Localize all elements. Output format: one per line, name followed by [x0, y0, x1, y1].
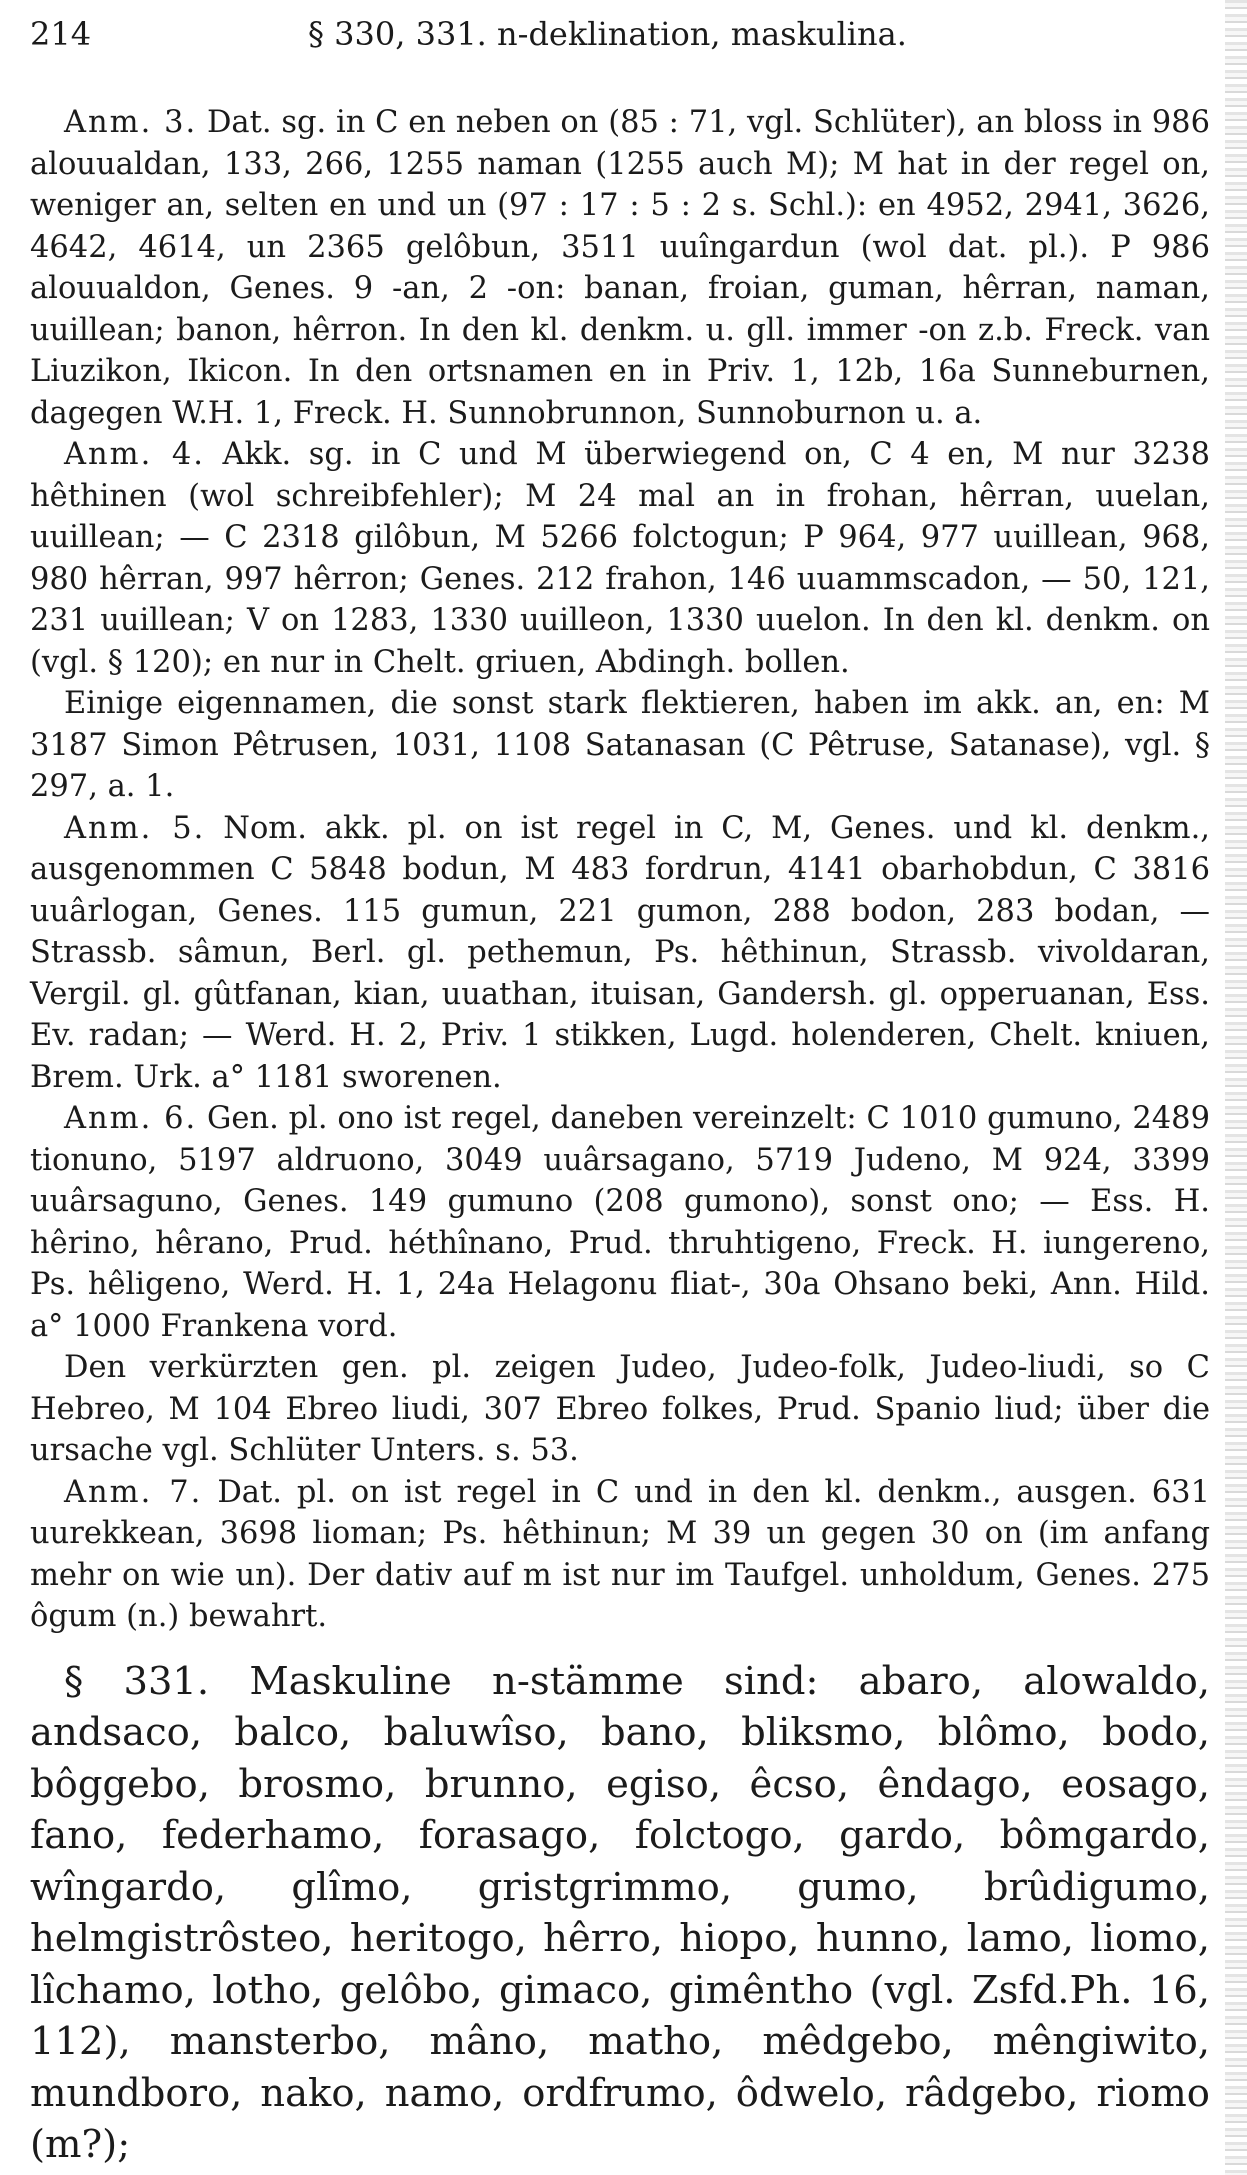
notes-body [30, 102, 1210, 1638]
section-title: § 330, 331. n-deklination, maskulina. [308, 15, 907, 53]
note-label: Anm. 4. [64, 437, 205, 472]
note-anm-6 [30, 1098, 1210, 1347]
note-anm-5 [30, 808, 1210, 1099]
page-number: 214 [30, 15, 92, 53]
note-anm-4-continued [30, 683, 1210, 808]
note-text: Dat. pl. on ist regel in C und in den kl. denkm., ausgen. 631 uurekkean, 3698 lioman; Ps. hêthinun; M 39 un gegen 30 on (im anfang mehr on wie un). Der dativ auf m ist nur im Taufgel. unholdum, Genes. 275 ôgum (n.) bewahrt. [30, 1474, 1210, 1634]
note-text: Den verkürzten gen. pl. zeigen Judeo, Judeo-folk, Judeo-liudi, so C Hebreo, M 104 Ebreo liudi, 307 Ebreo folkes, Prud. Spanio liud; über die ursache vgl. Schlüter Unters. s. 53. [30, 1350, 1210, 1468]
section-331 [30, 1656, 1210, 2171]
running-header [30, 10, 1210, 58]
note-text: Einige eigennamen, die sonst stark flektieren, haben im akk. an, en: M 3187 Simon Pêtrusen, 1031, 1108 Satanasan (C Pêtruse, Satanase), vgl. § 297, a. 1. [30, 686, 1210, 804]
section-331-text: § 331. Maskuline n-stämme sind: abaro, alowaldo, andsaco, balco, baluwîso, bano, bliksmo, blômo, bodo, bôggebo, brosmo, brunno, egiso, êcso, êndago, eosago, fano, federhamo, forasago, folctogo, gardo, bômgardo, wîngardo, glîmo, gristgrimmo, gumo, brûdigumo, helmgistrôsteo, heritogo, hêrro, hiopo, hunno, lamo, liomo, lîchamo, lotho, gelôbo, gimaco, gimêntho (vgl. Zsfd.Ph. 16, 112), mansterbo, mâno, matho, mêdgebo, mêngiwito, mundboro, nako, namo, ordfrumo, ôdwelo, râdgebo, riomo (m?); [30, 1658, 1210, 2167]
note-anm-6-continued [30, 1347, 1210, 1472]
note-text: Dat. sg. in C en neben on (85 : 71, vgl. Schlüter), an bloss in 986 alouualdan, 133, 266, 1255 naman (1255 auch M); M hat in der regel on, weniger an, selten en und un (97 : 17 : 5 : 2 s. Schl.): en 4952, 2941, 3626, 4642, 4614, un 2365 gelôbun, 3511 uuîngardun (wol dat. pl.). P 986 alouualdon, Genes. 9 -an, 2 -on: banan, froian, guman, hêrran, naman, uuillean; banon, hêrron. In den kl. denkm. u. gll. immer -on z.b. Freck. van Liuzikon, Ikicon. In den ortsnamen en in Priv. 1, 12b, 16a Sunneburnen, dagegen W.H. 1, Freck. H. Sunnobrunnon, Sunnoburnon u. a. [30, 105, 1210, 431]
note-anm-4 [30, 434, 1210, 683]
scan-edge [1225, 0, 1247, 2175]
note-anm-7 [30, 1472, 1210, 1638]
note-anm-3 [30, 102, 1210, 434]
note-label: Anm. 3. [64, 105, 198, 140]
note-text: Gen. pl. ono ist regel, daneben vereinzelt: C 1010 gumuno, 2489 tionuno, 5197 aldruono, 3049 uuârsagano, 5719 Judeno, M 924, 3399 uuârsaguno, Genes. 149 gumuno (208 gumono), sonst ono; — Ess. H. hêrino, hêrano, Prud. héthînano, Prud. thruhtigeno, Freck. H. iungereno, Ps. hêligeno, Werd. H. 1, 24a Helagonu fliat-, 30a Ohsano beki, Ann. Hild. a° 1000 Frankena vord. [30, 1101, 1210, 1344]
note-label: Anm. 7. [64, 1474, 203, 1510]
note-label: Anm. 6. [64, 1101, 198, 1136]
book-page [30, 10, 1210, 2171]
note-text: Nom. akk. pl. on ist regel in C, M, Genes. und kl. denkm., ausgenommen C 5848 bodun, M 483 fordrun, 4141 obarhobdun, C 3816 uuârlogan, Genes. 115 gumun, 221 gumon, 288 bodon, 283 bodan, — Strassb. sâmun, Berl. gl. pethemun, Ps. hêthinun, Strassb. vivoldaran, Vergil. gl. gûtfanan, kian, uuathan, ituisan, Gandersh. gl. opperuanan, Ess. Ev. radan; — Werd. H. 2, Priv. 1 stikken, Lugd. holenderen, Chelt. kniuen, Brem. Urk. a° 1181 sworenen. [30, 810, 1210, 1095]
note-text: Akk. sg. in C und M überwiegend on, C 4 en, M nur 3238 hêthinen (wol schreibfehler); M 24 mal an in frohan, hêrran, uuelan, uuillean; — C 2318 gilôbun, M 5266 folctogun; P 964, 977 uuillean, 968, 980 hêrran, 997 hêrron; Genes. 212 frahon, 146 uuammscadon, — 50, 121, 231 uuillean; V on 1283, 1330 uuilleon, 1330 uuelon. In den kl. denkm. on (vgl. § 120); en nur in Chelt. griuen, Abdingh. bollen. [30, 437, 1210, 680]
note-label: Anm. 5. [64, 810, 206, 846]
